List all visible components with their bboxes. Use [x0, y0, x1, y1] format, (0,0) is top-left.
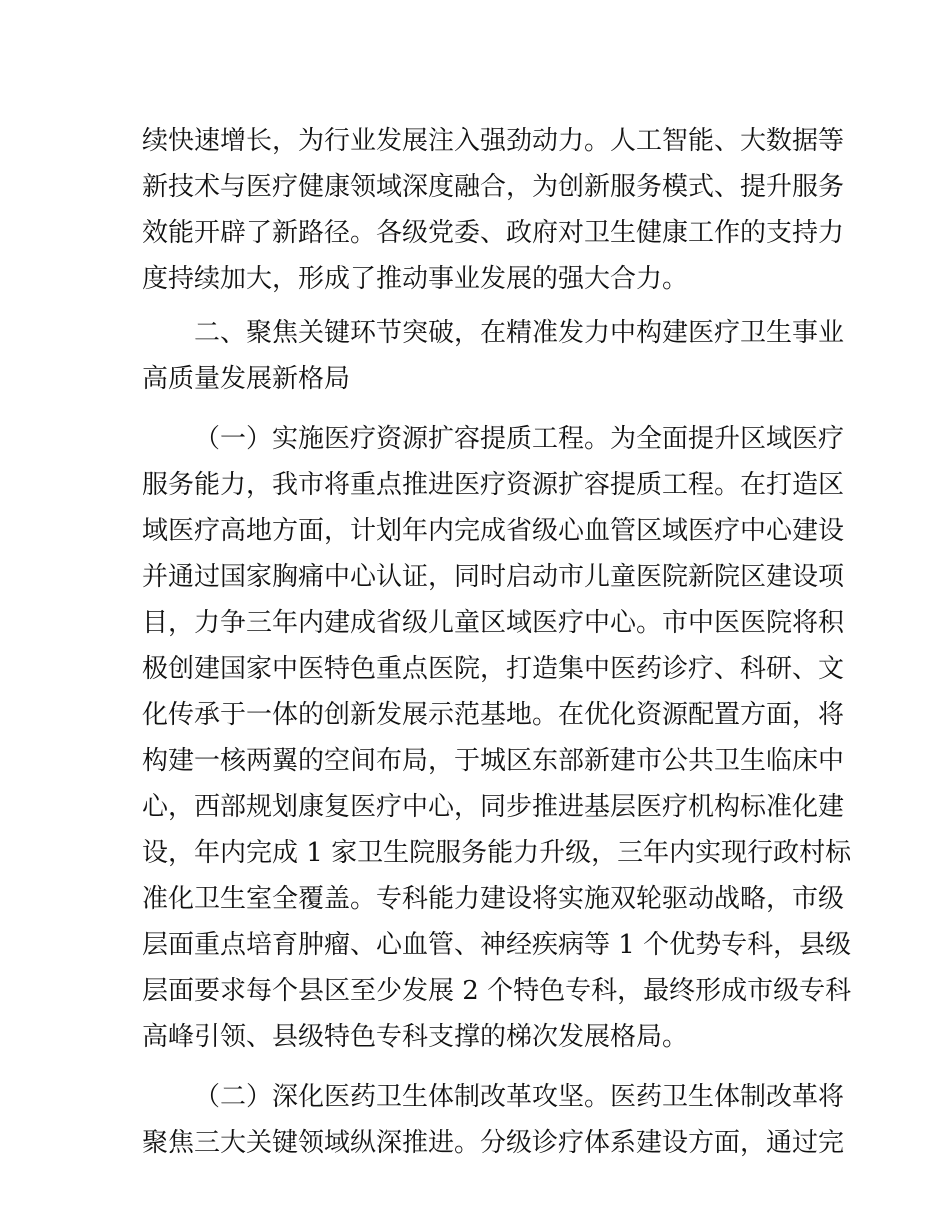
text-line: 准化卫生室全覆盖。专科能力建设将实施双轮驱动战略，市级	[142, 884, 845, 914]
text-line: 域医疗高地方面，计划年内完成省级心血管区域医疗中心建设	[142, 516, 845, 546]
text-line: 度持续加大，形成了推动事业发展的强大合力。	[142, 264, 689, 294]
text-line: 目，力争三年内建成省级儿童区域医疗中心。市中医医院将积	[142, 608, 845, 638]
heading-line: 二、聚焦关键环节突破，在精准发力中构建医疗卫生事业	[194, 318, 845, 348]
text-line: 构建一核两翼的空间布局，于城区东部新建市公共卫生临床中	[142, 746, 845, 776]
text-line: 聚焦三大关键领域纵深推进。分级诊疗体系建设方面，通过完	[142, 1128, 845, 1158]
text-line: 层面要求每个县区至少发展 2 个特色专科，最终形成市级专科	[142, 976, 852, 1006]
text-line: 心，西部规划康复医疗中心，同步推进基层医疗机构标准化建	[142, 792, 845, 822]
text-line: 续快速增长，为行业发展注入强劲动力。人工智能、大数据等	[142, 126, 845, 156]
text-line: 化传承于一体的创新发展示范基地。在优化资源配置方面，将	[142, 700, 845, 730]
document-body	[142, 118, 852, 1166]
heading-line: 高质量发展新格局	[142, 364, 351, 394]
text-line: 服务能力，我市将重点推进医疗资源扩容提质工程。在打造区	[142, 470, 845, 500]
text-line: 高峰引领、县级特色专科支撑的梯次发展格局。	[142, 1022, 689, 1052]
text-line: 设，年内完成 1 家卫生院服务能力升级，三年内实现行政村标	[142, 838, 852, 868]
text-line: 效能开辟了新路径。各级党委、政府对卫生健康工作的支持力	[142, 218, 845, 248]
paragraph-subsection-1	[142, 416, 852, 1060]
text-line: （一）实施医疗资源扩容提质工程。为全面提升区域医疗	[194, 424, 845, 454]
paragraph-continuation	[142, 118, 845, 302]
paragraph-subsection-2	[142, 1074, 845, 1166]
text-line: （二）深化医药卫生体制改革攻坚。医药卫生体制改革将	[194, 1082, 845, 1112]
text-line: 极创建国家中医特色重点医院，打造集中医药诊疗、科研、文	[142, 654, 845, 684]
text-line: 层面重点培育肿瘤、心血管、神经疾病等 1 个优势专科，县级	[142, 930, 852, 960]
text-line: 并通过国家胸痛中心认证，同时启动市儿童医院新院区建设项	[142, 562, 845, 592]
section-heading	[142, 310, 845, 402]
text-line: 新技术与医疗健康领域深度融合，为创新服务模式、提升服务	[142, 172, 845, 202]
